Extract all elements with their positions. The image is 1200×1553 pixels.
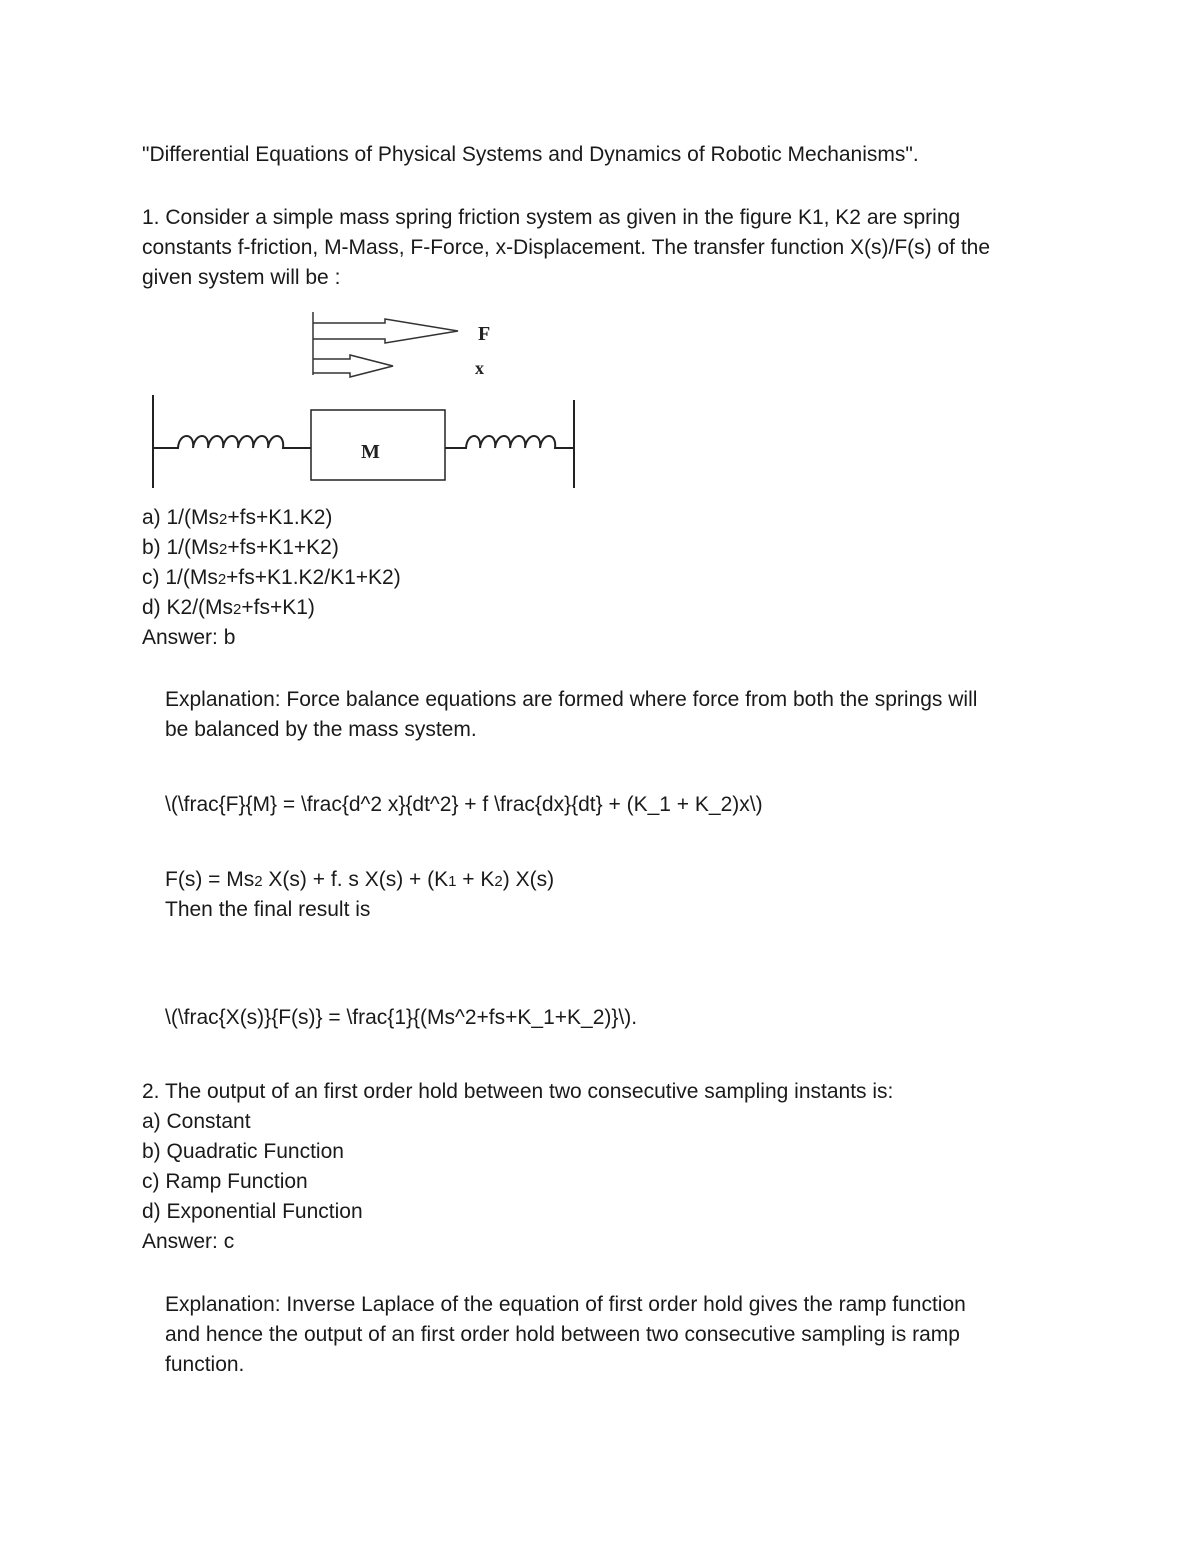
question-1-stem-line: 1. Consider a simple mass spring friction system as given in the figure K1, K2 are spring bbox=[142, 206, 961, 229]
document-title: "Differential Equations of Physical Systems and Dynamics of Robotic Mechanisms". bbox=[142, 143, 919, 166]
mass-label: M bbox=[361, 441, 380, 463]
explanation-line: function. bbox=[165, 1353, 245, 1376]
force-arrow-icon bbox=[313, 312, 458, 375]
displacement-arrow-icon bbox=[313, 355, 393, 377]
result-intro: Then the final result is bbox=[165, 898, 371, 921]
question-2-stem: 2. The output of an first order hold between two consecutive sampling instants is: bbox=[142, 1080, 894, 1103]
displacement-label: x bbox=[475, 358, 484, 378]
question-1-stem-line: constants f-friction, M-Mass, F-Force, x-Displacement. The transfer function X(s)/F(s) of the bbox=[142, 236, 991, 259]
option-c: c) 1/(Ms2+fs+K1.K2/K1+K2) bbox=[142, 566, 401, 589]
force-label: F bbox=[478, 323, 491, 345]
option-b: b) Quadratic Function bbox=[142, 1140, 344, 1163]
answer: Answer: b bbox=[142, 626, 236, 649]
question-1-stem-line: given system will be : bbox=[142, 266, 341, 289]
explanation-line: be balanced by the mass system. bbox=[165, 718, 477, 741]
equation-2: F(s) = Ms2 X(s) + f. s X(s) + (K1 + K2) X(s) bbox=[165, 868, 555, 891]
explanation-line: Explanation: Inverse Laplace of the equation of first order hold gives the ramp function bbox=[165, 1293, 966, 1316]
option-b: b) 1/(Ms2+fs+K1+K2) bbox=[142, 536, 339, 559]
option-d: d) Exponential Function bbox=[142, 1200, 363, 1223]
equation-1: \(\frac{F}{M} = \frac{d^2 x}{dt^2} + f \frac{dx}{dt} + (K_1 + K_2)x\) bbox=[165, 793, 763, 816]
mass-spring-figure bbox=[140, 305, 590, 500]
explanation-line: Explanation: Force balance equations are formed where force from both the springs will bbox=[165, 688, 978, 711]
option-d: d) K2/(Ms2+fs+K1) bbox=[142, 596, 315, 619]
equation-3: \(\frac{X(s)}{F(s)} = \frac{1}{(Ms^2+fs+K_1+K_2)}\). bbox=[165, 1006, 638, 1029]
option-a: a) Constant bbox=[142, 1110, 251, 1133]
right-spring-icon bbox=[445, 436, 574, 448]
option-a: a) 1/(Ms2+fs+K1.K2) bbox=[142, 506, 333, 529]
option-c: c) Ramp Function bbox=[142, 1170, 308, 1193]
left-spring-icon bbox=[153, 436, 311, 448]
explanation-line: and hence the output of an first order hold between two consecutive sampling is ramp bbox=[165, 1323, 960, 1346]
answer: Answer: c bbox=[142, 1230, 235, 1253]
